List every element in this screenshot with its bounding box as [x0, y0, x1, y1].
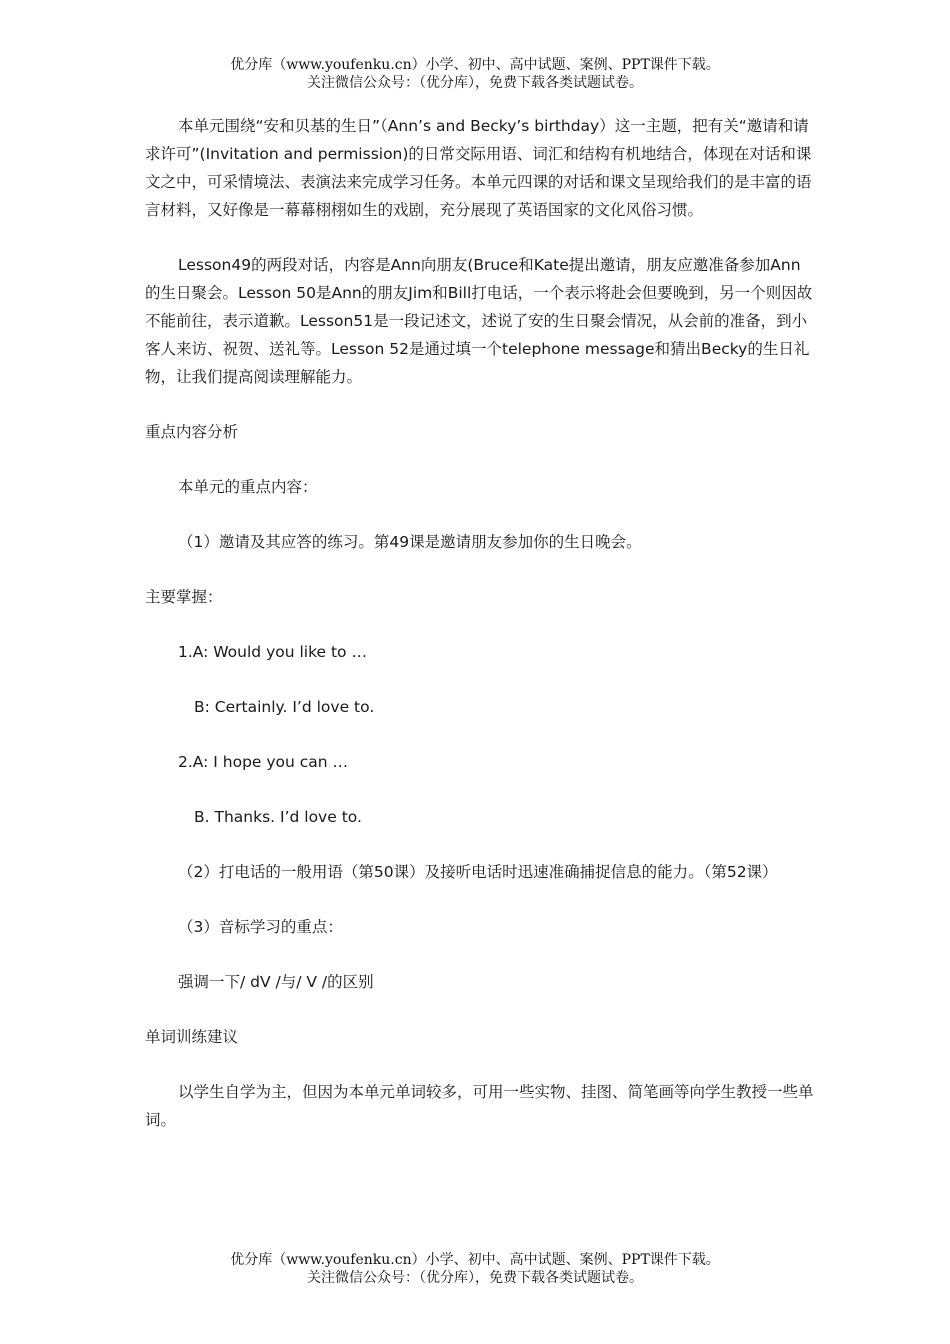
point-2: （2）打电话的一般用语（第50课）及接听电话时迅速准确捕捉信息的能力。（第52课） — [178, 863, 778, 881]
mastery-heading: 主要掌握： — [145, 588, 223, 606]
section-heading-key-content: 重点内容分析 — [145, 423, 239, 441]
intro-paragraph: 本单元围绕“安和贝基的生日”（Ann’s and Becky’s birthday）这一主题，把有关“邀请和请求许可”(Invitation and permission)的日常交际用语、词汇和结构有机地结合，体现在对话和课文之中，可采情境法、表演法来完成学习任务。本单元四课的对话和课文呈现给我们的是丰富的语言材料，又好像是一幕幕栩栩如生的戏剧，充分展现了英语国家的文化风俗习惯。 — [145, 117, 812, 219]
document-body — [145, 112, 815, 1134]
phonetics-note: 强调一下/ dV /与/ V /的区别 — [178, 973, 374, 991]
vocabulary-paragraph: 以学生自学为主，但因为本单元单词较多，可用一些实物、挂图、简笔画等向学生教授一些单词。 — [145, 1083, 814, 1129]
dialogue-line-3: 2.A: I hope you can … — [178, 753, 349, 771]
footer-line-1: 优分库（www.youfenku.cn）小学、初中、高中试题、案例、PPT课件下载。 — [230, 1252, 720, 1268]
dialogue-line-4: B. Thanks. I’d love to. — [194, 808, 362, 826]
dialogue-line-1: 1.A: Would you like to … — [178, 643, 367, 661]
header-line-2: 关注微信公众号：（优分库），免费下载各类试题试卷。 — [307, 75, 643, 91]
dialogue-line-2: B: Certainly. I’d love to. — [194, 698, 375, 716]
section-heading-vocabulary: 单词训练建议 — [145, 1028, 239, 1046]
lessons-paragraph: Lesson49的两段对话，内容是Ann向朋友(Bruce和Kate提出邀请，朋友应邀准备参加Ann的生日聚会。Lesson 50是Ann的朋友Jim和Bill打电话，一个表示将赴会但要晚到，另一个则因故不能前往，表示道歉。Lesson51是一段记述文，述说了安的生日聚会情况，从会前的准备，到小客人来访、祝贺、送礼等。Lesson 52是通过填一个telephone message和猜出Becky的生日礼物，让我们提高阅读理解能力。 — [145, 256, 813, 386]
key-content-intro: 本单元的重点内容： — [178, 478, 318, 496]
point-1: （1）邀请及其应答的练习。第49课是邀请朋友参加你的生日晚会。 — [178, 533, 642, 551]
header-line-1: 优分库（www.youfenku.cn）小学、初中、高中试题、案例、PPT课件下载。 — [230, 57, 720, 73]
footer-line-2: 关注微信公众号：（优分库），免费下载各类试题试卷。 — [307, 1270, 643, 1286]
page-header — [0, 56, 950, 92]
point-3: （3）音标学习的重点： — [178, 918, 343, 936]
page-footer — [0, 1251, 950, 1287]
